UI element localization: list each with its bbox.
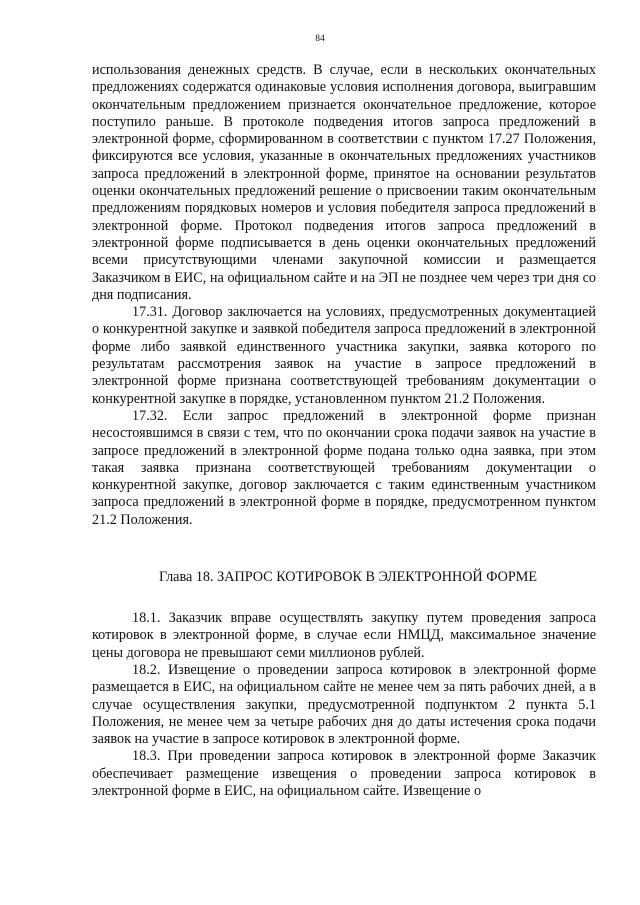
document-body — [92, 62, 596, 800]
paragraph-17-31: 17.31. Договор заключается на условиях, предусмотренных документацией о конкурентной закупке и заявкой победителя запроса предложений в электронной форме либо заявкой единственного участника закупки, заявка которого по результатам рассмотрения заявок на участие в запросе предложений в электронной форме признана соответствующей требованиям документации о конкурентной закупке в порядке, установленном пунктом 21.2 Положения. — [92, 304, 596, 407]
paragraph-18-3: 18.3. При проведении запроса котировок в электронной форме Заказчик обеспечивает размещение извещения о проведении запроса котировок в электронной форме в ЕИС, на официальном сайте. Извещение о — [92, 748, 596, 799]
paragraph-18-1: 18.1. Заказчик вправе осуществлять закупку путем проведения запроса котировок в электронной форме, в случае если НМЦД, максимальное значение цены договора не превышают семи миллионов рублей. — [92, 610, 596, 661]
paragraph-18-2: 18.2. Извещение о проведении запроса котировок в электронной форме размещается в ЕИС, на официальном сайте не менее чем за пять рабочих дней, а в случае осуществления закупки, предусмотренной подпунктом 2 пункта 5.1 Положения, не менее чем за четыре рабочих дня до даты истечения срока подачи заявок на участие в запросе котировок в электронной форме. — [92, 661, 596, 748]
page-number: 84 — [315, 34, 325, 44]
paragraph-continuation: использования денежных средств. В случае, если в нескольких окончательных предложениях содержатся одинаковые условия исполнения договора, выигравшим окончательным предложением признается окончательное предложение, которое поступило раньше. В протоколе подведения итогов запроса предложений в электронной форме, сформированном в соответствии с пунктом 17.27 Положения, фиксируются все условия, указанные в окончательных предложениях участников запроса предложений в электронной форме, принятое на основании результатов оценки окончательных предложений решение о присвоении таким окончательным предложениям порядковых номеров и условия победителя запроса предложений в электронной форме. Протокол подведения итогов запроса предложений в электронной форме подписывается в день оценки окончательных предложений всеми присутствующими членами закупочной комиссии и размещается Заказчиком в ЕИС, на официальном сайте и на ЭП не позднее чем через три дня со дня подписания. — [92, 62, 596, 303]
chapter-title: Глава 18. ЗАПРОС КОТИРОВОК В ЭЛЕКТРОННОЙ ФОРМЕ — [158, 569, 538, 586]
paragraph-17-32: 17.32. Если запрос предложений в электронной форме признан несостоявшимся в связи с тем, что по окончании срока подачи заявок на участие в запросе предложений в электронной форме подана только одна заявка, при этом такая заявка признана соответствующей требованиям документации о конкурентной закупке, договор заключается с таким единственным участником запроса предложений в электронной форме в порядке, предусмотренном пунктом 21.2 Положения. — [92, 407, 596, 528]
